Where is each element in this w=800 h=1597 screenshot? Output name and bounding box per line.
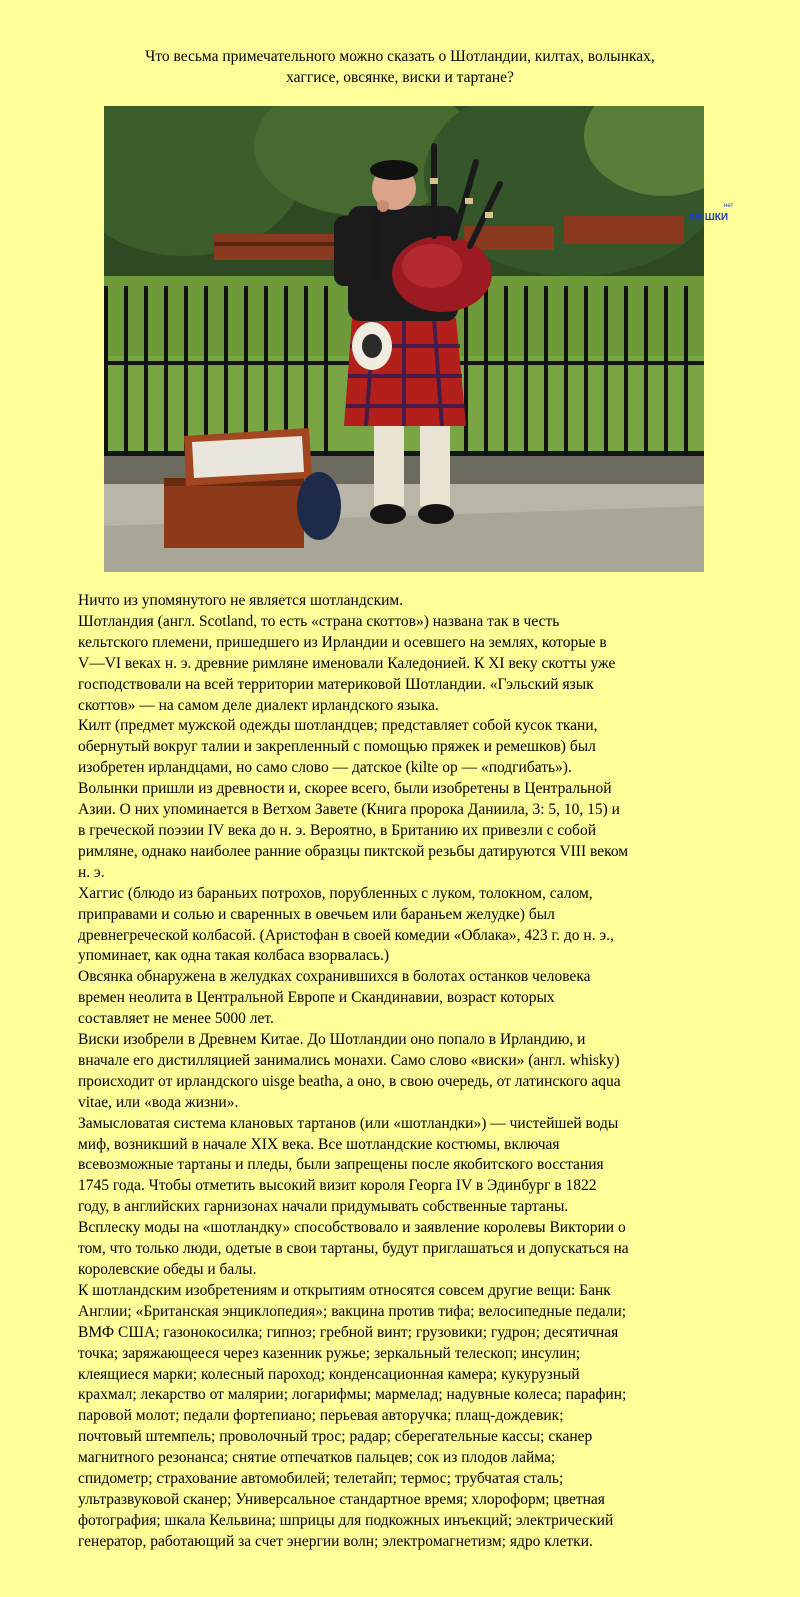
article-line: происходит от ирландского uisge beatha, а оно, в свою очередь, от латинского aqua	[78, 1072, 621, 1090]
article-line: приправами и солью и сваренных в овечьем или бараньем желудке) был	[78, 905, 555, 923]
article-line: спидометр; страхование автомобилей; телетайп; термос; трубчатая сталь;	[78, 1470, 564, 1488]
article-line: Виски изобрели в Древнем Китае. До Шотландии оно попало в Ирландию, и	[78, 1031, 586, 1049]
article-line: древнегреческой колбасой. (Аристофан в своей комедии «Облака», 423 г. до н. э.,	[78, 926, 614, 944]
article-line: Всплеску моды на «шотландку» способствовало и заявление королевы Виктории о	[78, 1219, 626, 1237]
page-title	[60, 46, 740, 88]
article-line: кельтского племени, пришедшего из Ирландии и осевшего на землях, которые в	[78, 633, 607, 651]
article-line: римляне, однако наиболее ранние образцы пиктской резьбы датируются VIII веком	[78, 842, 629, 860]
article-line: V—VI веках н. э. древние римляне именовали Каледонией. К XI веку скотты уже	[78, 654, 616, 672]
article-line: Шотландия (англ. Scotland, то есть «страна скоттов») названа так в честь	[78, 612, 560, 630]
article-line: упоминает, как одна такая колбаса взорвалась.)	[78, 947, 390, 965]
article-line: К шотландским изобретениям и открытиям относятся совсем другие вещи: Банк	[78, 1281, 611, 1299]
article-line: Килт (предмет мужской одежды шотландцев; представляет собой кусок ткани,	[78, 717, 598, 735]
article-line: миф, возникший в начале XIX века. Все шотландские костюмы, включая	[78, 1135, 560, 1153]
article-line: Азии. О них упоминается в Ветхом Завете (Книга пророка Даниила, 3: 5, 10, 15) и	[78, 801, 620, 819]
article-line: паровой молот; педали фортепиано; перьевая авторучка; плащ-дождевик;	[78, 1407, 564, 1425]
article-line: н. э.	[78, 863, 105, 881]
article-line: Ничто из упомянутого не является шотландским.	[78, 592, 404, 609]
article-line: крахмал; лекарство от малярии; логарифмы; мармелад; надувные колеса; парафин;	[78, 1386, 627, 1404]
article-line: Волынки пришли из древности и, скорее всего, были изобретены в Центральной	[78, 780, 612, 798]
article-line: 1745 года. Чтобы отметить высокий визит короля Георга IV в Эдинбург в 1822	[78, 1177, 597, 1195]
article-line: точка; заряжающееся через казенник ружье; зеркальный телескоп; инсулин;	[78, 1344, 581, 1362]
article-line: Овсянка обнаружена в желудках сохранившихся в болотах останков человека	[78, 968, 591, 986]
article-line: господствовали на всей территории материковой Шотландии. «Гэльский язык	[78, 675, 594, 693]
article-line: почтовый штемпель; проволочный трос; радар; сберегательные кассы; сканер	[78, 1428, 593, 1446]
article-line: том, что только люди, одетые в свои тартаны, будут приглашаться и допускаться на	[78, 1240, 629, 1258]
article-line: всевозможные тартаны и пледы, были запрещены после якобитского восстания	[78, 1156, 604, 1174]
article-line: клеящиеся марки; колесный пароход; конденсационная камера; кукурузный	[78, 1365, 580, 1383]
article-line: генератор, работающий за счет энергии волн; электромагнетизм; ядро клетки.	[78, 1532, 593, 1550]
article-line: Хаггис (блюдо из бараньих потрохов, порубленных с луком, толокном, салом,	[78, 884, 593, 902]
article-line: Англии; «Британская энциклопедия»; вакцина против тифа; велосипедные педали;	[78, 1302, 627, 1320]
article-line: ультразвуковой сканер; Универсальное стандартное время; хлороформ; цветная	[78, 1490, 605, 1508]
article-line: фотография; шкала Кельвина; шприцы для подкожных инъекций; электрический	[78, 1511, 614, 1529]
article-line: обернутый вокруг талии и закрепленный с помощью пряжек и ремешков) был	[78, 738, 596, 756]
article-line: изобретен ирландцами, но само слово — датское (kilte op — «подгибать»).	[78, 759, 572, 777]
bagpiper-photo	[104, 106, 704, 572]
article-body	[78, 591, 778, 1553]
title-line: Что весьма примечательного можно сказать о Шотландии, килтах, волынках,	[145, 48, 655, 65]
article-line: магнитного резонанса; снятие отпечатков пальцев; сок из плодов лайма;	[78, 1449, 556, 1467]
article-line: скоттов» — на самом деле диалект ирландского языка.	[78, 696, 439, 714]
article-line: времен неолита в Центральной Европе и Скандинавии, возраст которых	[78, 989, 555, 1007]
article-line: vitae, или «вода жизни».	[78, 1093, 239, 1111]
watermark-logo: ФИШКИ	[689, 212, 729, 223]
article-line: году, в английских гарнизонах начали придумывать собственные тартаны.	[78, 1198, 569, 1216]
article-line: ВМФ США; газонокосилка; гипноз; гребной винт; грузовики; гудрон; десятичная	[78, 1323, 619, 1341]
article-line: королевские обеды и балы.	[78, 1261, 257, 1278]
article-line: составляет не менее 5000 лет.	[78, 1010, 274, 1028]
article-line: вначале его дистилляцией занимались монахи. Само слово «виски» (англ. whisky)	[78, 1051, 620, 1069]
article-line: в греческой поэзии IV века до н. э. Вероятно, в Британию их привезли с собой	[78, 821, 596, 839]
watermark-sup: нет	[724, 203, 734, 209]
article-line: Замысловатая система клановых тартанов (или «шотландки») — чистейшей воды	[78, 1114, 619, 1132]
title-line: хаггисе, овсянке, виски и тартане?	[286, 69, 514, 86]
